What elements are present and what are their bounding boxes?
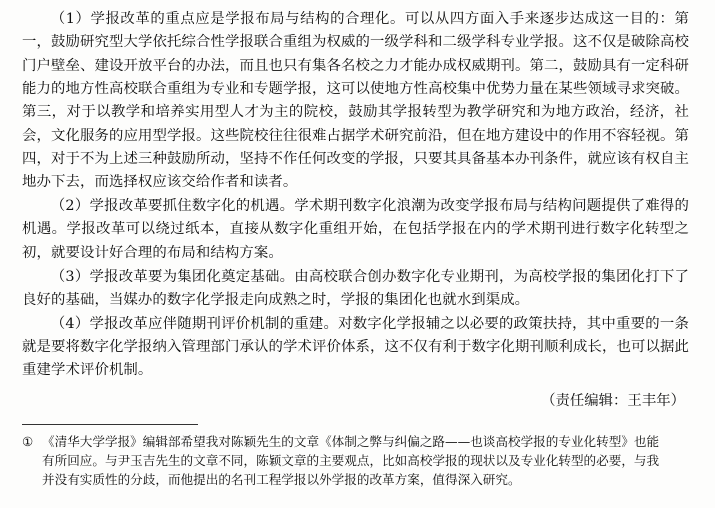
paragraph-1: （1）学报改革的重点应是学报布局与结构的合理化。可以从四方面入手来逐步达成这一目的：第一，鼓励研究型大学依托综合性学报联合重组为权威的一级学科和二级学科专业学报。这不仅是破除高校门户壁垒、建设开放平台的办法，而且也只有集各名校之力才能办成权威期刊。第二，鼓励具有一定科研能力的地方性高校联合重组为专业和专题学报，这可以使地方性高校集中优势力量在某些领域寻求突破。第三，对于以教学和培养实用型人才为主的院校，鼓励其学报转型为教学研究和为地方政治，经济，社会，文化服务的应用型学报。这些院校往往很难占据学术研究前沿，但在地方建设中的作用不容轻视。第四，对于不为上述三种鼓励所动，坚持不作任何改变的学报，只要其具备基本办刊条件，就应该有权自主地办下去，而选择权应该交给作者和读者。 — [22, 11, 689, 191]
footnote-marker: ① — [22, 433, 34, 449]
paragraph-2: （2）学报改革要抓住数字化的机遇。学术期刊数字化浪潮为改变学报布局与结构问题提供了难得的机遇。学报改革可以绕过纸本，直接从数字化重组开始，在包括学报在内的学术期刊进行数字化转型之初，就要设计好合理的布局和结构方案。 — [22, 198, 689, 261]
footnote-line-1: 《清华大学学报》编辑部希望我对陈颖先生的文章《体制之弊与纠偏之路——也谈高校学报的专业化转型》也能 — [42, 433, 660, 449]
footnote-separator — [22, 424, 198, 425]
footnote-body — [42, 432, 689, 489]
editor-signature: （责任编辑：王丰年） — [541, 392, 685, 409]
article-body — [22, 8, 689, 383]
paragraph-4: （4）学报改革应伴随期刊评价机制的重建。对数字化学报辅之以必要的政策扶持，其中重要的一条就是要将数字化学报纳入管理部门承认的学术评价体系，这不仅有利于数字化期刊顺利成长，也可以据此重建学术评价机制。 — [22, 315, 689, 379]
footnote-line-3: 并没有实质性的分歧，而他提出的名刊工程学报以外学报的改革方案，值得深入研究。 — [42, 472, 521, 488]
footnote — [22, 432, 689, 489]
paragraph-3: （3）学报改革要为集团化奠定基础。由高校联合创办数字化专业期刊，为高校学报的集团化打下了良好的基础，当媒办的数字化学报走向成熟之时，学报的集团化也就水到渠成。 — [22, 268, 689, 308]
footnote-line-2: 有所回应。与尹玉吉先生的文章不同，陈颖文章的主要观点，比如高校学报的现状以及专业化转型的必要，与我 — [42, 452, 660, 468]
